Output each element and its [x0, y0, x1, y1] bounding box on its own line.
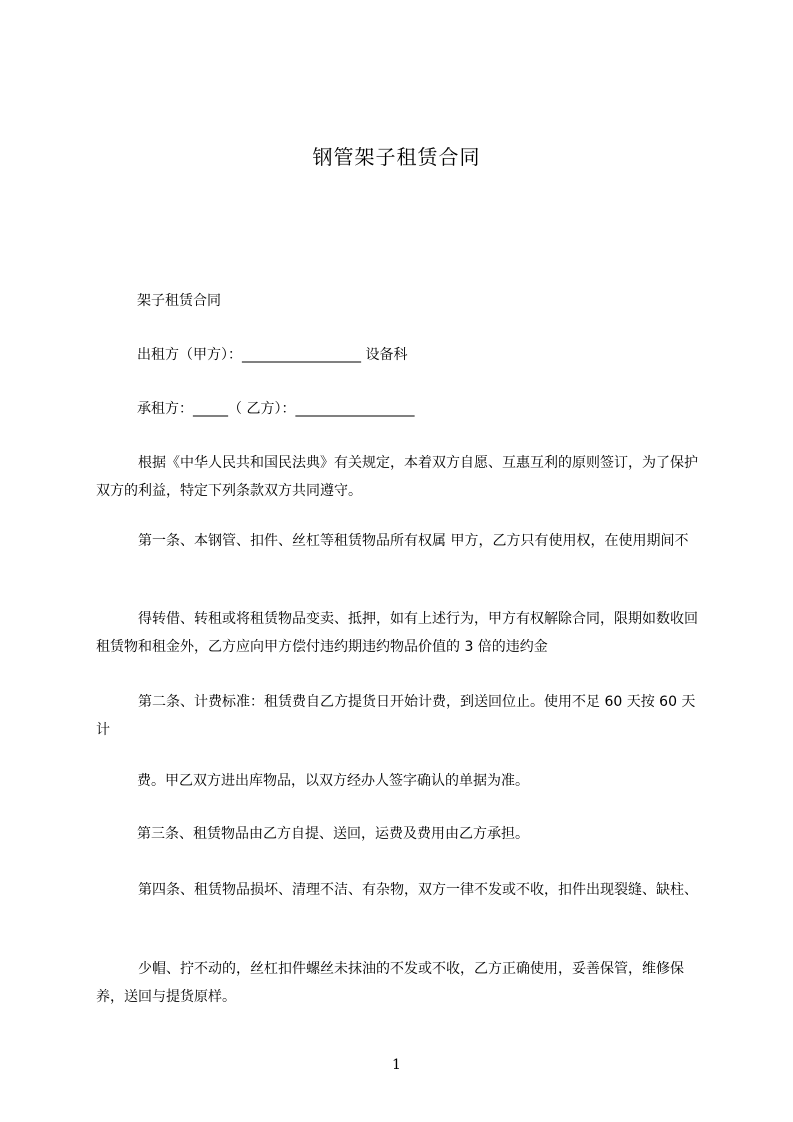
paragraph-lessor: 出租方（甲方）：_________________ 设备科 [137, 347, 408, 363]
paragraph-heading: 架子租赁合同 [137, 293, 221, 309]
paragraph-preamble: 根据《中华人民共和国民法典》有关规定，本着双方自愿、互惠互利的原则签订，为了保护双方的利益，特定下列条款双方共同遵守。 [96, 455, 698, 499]
paragraph-article-4-continued: 少帽、拧不动的，丝杠扣件螺丝未抹油的不发或不收，乙方正确使用，妥善保管，维修保养，送回与提货原样。 [96, 961, 684, 1005]
paragraph-article-2: 第二条、计费标准：租赁费自乙方提货日开始计费，到送回位止。使用不足 60 天按 60 天计 [96, 694, 696, 738]
paragraph-article-2-continued: 费。甲乙双方进出库物品，以双方经办人签字确认的单据为准。 [137, 773, 529, 789]
page-number: 1 [392, 1057, 401, 1073]
document-title: 钢管架子租赁合同 [312, 145, 481, 169]
paragraph-lessee: 承租方：_____（ 乙方）：_________________ [137, 401, 415, 417]
paragraph-article-1: 第一条、本钢管、扣件、丝杠等租赁物品所有权属 甲方，乙方只有使用权，在使用期间不 [138, 533, 689, 549]
paragraph-article-3: 第三条、租赁物品由乙方自提、送回，运费及费用由乙方承担。 [137, 826, 529, 842]
paragraph-article-4: 第四条、租赁物品损坏、清理不洁、有杂物，双方一律不发或不收，扣件出现裂缝、缺柱、 [138, 882, 698, 898]
paragraph-article-1-continued: 得转借、转租或将租赁物品变卖、抵押，如有上述行为，甲方有权解除合同，限期如数收回租赁物和租金外，乙方应向甲方偿付违约期违约物品价值的 3 倍的违约金 [96, 611, 698, 655]
